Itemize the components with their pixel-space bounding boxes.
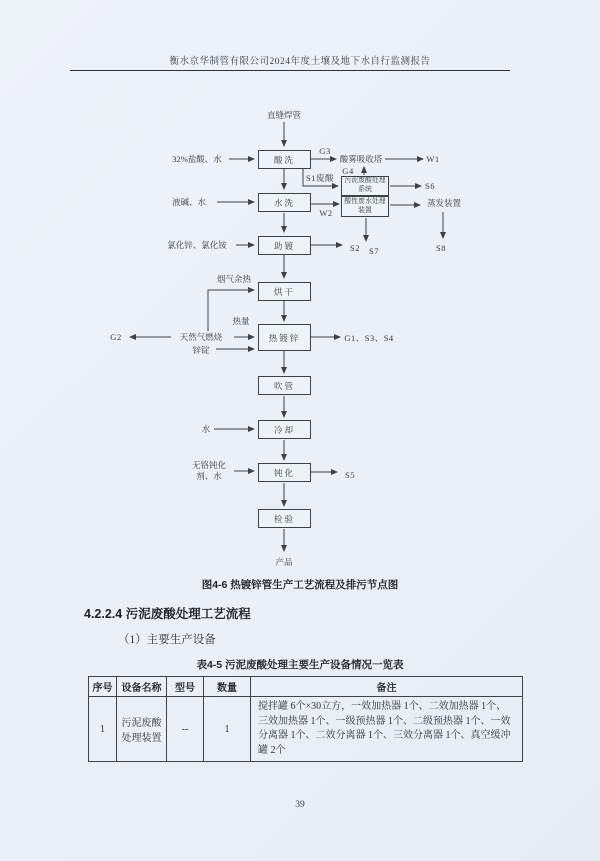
label-zinc-ingot: 锌锭 [192,345,210,355]
header-remark: 备注 [251,677,523,697]
section-heading: 4.2.2.4 污泥废酸处理工艺流程 [84,607,251,621]
process-box-passivation: 钝化 [258,463,311,482]
node-S7: S7 [369,246,379,256]
process-box-cooling: 冷却 [258,420,311,439]
process-box-fluxing: 助镀 [258,236,311,255]
equipment-table [88,676,523,762]
table-header-row [89,677,523,697]
node-G2: G2 [110,332,122,342]
table-caption: 表4-5 污泥废酸处理主要生产设备情况一览表 [196,659,404,671]
cell-remark: 搅拌罐 6个×30立方，一效加热器 1个、二效加热器 1个、三效加热器 1个、一级预热器 1个、二级预热器 1个、一效分离器 1个、二效分离器 1个、三效分离器 1个、真空缓冲罐 2个 [251,697,523,762]
label-water-input: 水 [201,424,211,434]
label-acid-input: 32%盐酸、水 [172,154,222,164]
acid-wastewater-treatment-box: 酸性废水处理装置 [341,196,389,217]
node-G3: G3 [319,146,331,156]
cell-quantity: 1 [204,697,251,762]
sludge-acid-treatment-box: 污泥废酸处理系统 [341,176,389,196]
node-S2: S2 [350,243,360,253]
header-equipment-name: 设备名称 [117,677,167,697]
cell-no: 1 [89,697,117,762]
process-box-inspection: 检验 [258,509,311,528]
table-row [89,697,523,762]
process-box-galvanizing: 热镀锌 [258,324,311,351]
header-quantity: 数量 [204,677,251,697]
page-number: 39 [295,800,305,810]
node-W2: W2 [319,208,333,218]
node-S8: S8 [436,243,446,253]
process-box-pickling: 酸洗 [258,150,311,169]
label-source-pipe: 直缝焊管 [266,110,302,120]
label-alkali-input: 液碱、水 [171,197,207,207]
header-model: 型号 [167,677,204,697]
label-passivator-input: 无铬钝化剂、水 [191,460,226,481]
label-flue-gas-heat: 烟气余热 [216,274,252,284]
node-S1: S1废酸 [306,173,334,183]
label-acid-mist-absorber: 酸雾吸收塔 [339,154,383,164]
sub-heading: （1）主要生产设备 [118,634,216,646]
process-box-blow-pipe: 吹管 [258,376,311,395]
node-G4: G4 [342,166,354,176]
label-product: 产品 [275,557,293,567]
label-heat: 热量 [232,316,250,326]
report-header-title: 衡水京华制管有限公司2024年度土壤及地下水自行监测报告 [169,57,431,67]
label-natural-gas-combustion: 天然气燃烧 [179,332,223,342]
header-no: 序号 [89,677,117,697]
node-G1-S3-S4: G1、S3、S4 [344,333,394,343]
node-S6: S6 [425,181,435,191]
node-W1: W1 [426,154,440,164]
cell-model: -- [167,697,204,762]
cell-equipment-name: 污泥废酸处理装置 [117,697,167,762]
figure-caption: 图4-6 热镀锌管生产工艺流程及排污节点图 [201,579,399,591]
process-box-water-rinse: 水洗 [258,193,311,212]
label-flux-input: 氯化锌、氯化铵 [167,240,227,250]
label-evaporator: 蒸发装置 [426,198,462,208]
process-box-drying: 烘干 [258,282,311,301]
node-S5: S5 [345,470,355,480]
